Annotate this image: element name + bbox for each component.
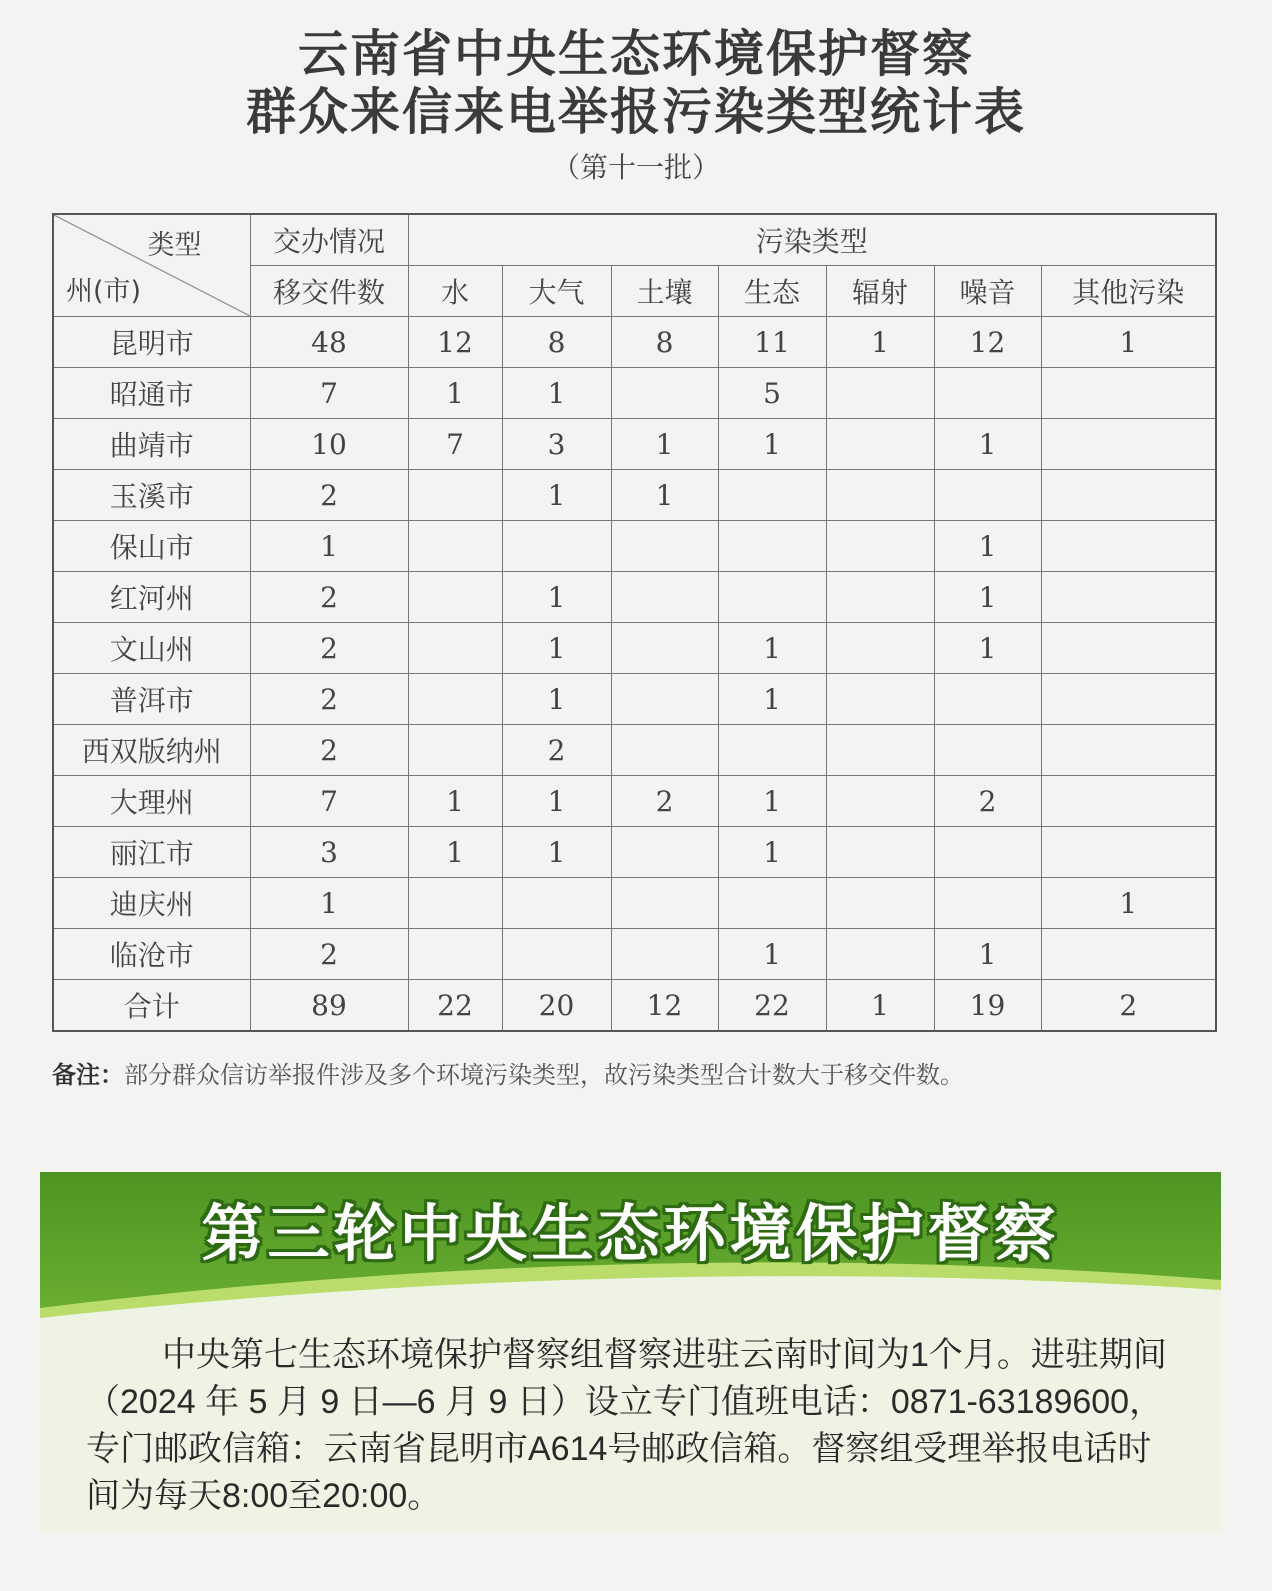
pollution-count-cell	[408, 521, 502, 572]
region-cell: 合计	[53, 980, 250, 1032]
pollution-count-cell: 1	[826, 980, 934, 1032]
pollution-count-cell: 22	[408, 980, 502, 1032]
region-cell: 保山市	[53, 521, 250, 572]
pollution-count-cell: 1	[718, 776, 826, 827]
pollution-count-cell	[826, 368, 934, 419]
pollution-count-cell	[408, 725, 502, 776]
pollution-count-cell: 1	[1041, 317, 1216, 368]
pollution-count-cell: 1	[934, 623, 1041, 674]
pollution-count-cell	[826, 929, 934, 980]
region-cell: 昭通市	[53, 368, 250, 419]
pollution-count-cell	[826, 470, 934, 521]
pollution-count-cell: 2	[934, 776, 1041, 827]
pollution-count-cell: 1	[408, 776, 502, 827]
transfer-count-cell: 2	[250, 674, 408, 725]
pollution-count-cell: 1	[934, 521, 1041, 572]
pollution-count-cell	[826, 776, 934, 827]
pollution-count-cell	[611, 623, 718, 674]
pollution-count-cell: 8	[611, 317, 718, 368]
pollution-count-cell: 1	[718, 623, 826, 674]
pollution-count-cell	[611, 878, 718, 929]
table-row	[53, 725, 1216, 776]
pollution-count-cell: 1	[502, 674, 611, 725]
pollution-count-cell	[611, 725, 718, 776]
pollution-count-cell	[718, 470, 826, 521]
table-row	[53, 521, 1216, 572]
pollution-count-cell	[408, 674, 502, 725]
pollution-count-cell: 20	[502, 980, 611, 1032]
pollution-count-cell	[1041, 725, 1216, 776]
page-title-line1: 云南省中央生态环境保护督察	[298, 25, 974, 83]
region-cell: 普洱市	[53, 674, 250, 725]
pollution-count-cell	[1041, 470, 1216, 521]
region-cell: 昆明市	[53, 317, 250, 368]
table-row	[53, 980, 1216, 1032]
pollution-count-cell: 1	[934, 419, 1041, 470]
pollution-count-cell: 1	[408, 368, 502, 419]
transfer-count-cell: 1	[250, 521, 408, 572]
pollution-count-cell	[502, 929, 611, 980]
header-pollution-group: 污染类型	[408, 214, 1216, 266]
pollution-count-cell	[934, 878, 1041, 929]
pollution-count-cell	[826, 521, 934, 572]
table-row	[53, 368, 1216, 419]
table-footnote	[52, 1055, 1232, 1090]
transfer-count-cell: 7	[250, 776, 408, 827]
pollution-count-cell: 1	[502, 623, 611, 674]
region-cell: 迪庆州	[53, 878, 250, 929]
transfer-count-cell: 2	[250, 725, 408, 776]
header-pollution-type: 水	[408, 266, 502, 317]
table-row	[53, 317, 1216, 368]
pollution-count-cell	[1041, 674, 1216, 725]
notice-body-text: 中央第七生态环境保护督察组督察进驻云南时间为1个月。进驻期间（2024 年 5 月 9 日—6 月 9 日）设立专门值班电话：0871-63189600，专门邮政信箱：云南省昆明市A614号邮政信箱。督察组受理举报电话时间为每天8:00至20:00。	[86, 1336, 1167, 1515]
header-pollution-type: 生态	[718, 266, 826, 317]
transfer-count-cell: 2	[250, 572, 408, 623]
pollution-count-cell	[1041, 929, 1216, 980]
pollution-count-cell: 3	[502, 419, 611, 470]
banner-title: 第三轮中央生态环境保护督察	[201, 1197, 1060, 1270]
transfer-count-cell: 10	[250, 419, 408, 470]
pollution-count-cell	[408, 623, 502, 674]
corner-region-label: 州(市)	[66, 276, 142, 307]
pollution-count-cell	[502, 878, 611, 929]
pollution-count-cell: 2	[611, 776, 718, 827]
pollution-count-cell	[934, 827, 1041, 878]
pollution-count-cell: 8	[502, 317, 611, 368]
pollution-count-cell: 1	[502, 572, 611, 623]
table-row	[53, 827, 1216, 878]
pollution-count-cell: 12	[611, 980, 718, 1032]
pollution-count-cell: 1	[718, 674, 826, 725]
pollution-count-cell	[934, 368, 1041, 419]
pollution-count-cell	[1041, 623, 1216, 674]
transfer-count-cell: 2	[250, 929, 408, 980]
transfer-count-cell: 2	[250, 470, 408, 521]
pollution-count-cell	[826, 674, 934, 725]
transfer-count-cell: 3	[250, 827, 408, 878]
pollution-count-cell	[1041, 419, 1216, 470]
pollution-count-cell	[718, 572, 826, 623]
pollution-count-cell: 12	[934, 317, 1041, 368]
pollution-count-cell: 1	[611, 419, 718, 470]
corner-type-label: 类型	[147, 230, 202, 261]
pollution-count-cell: 5	[718, 368, 826, 419]
transfer-count-cell: 1	[250, 878, 408, 929]
region-cell: 丽江市	[53, 827, 250, 878]
header-pollution-type: 其他污染	[1041, 266, 1216, 317]
pollution-count-cell	[826, 419, 934, 470]
pollution-count-cell: 1	[826, 317, 934, 368]
region-cell: 红河州	[53, 572, 250, 623]
pollution-count-cell	[1041, 827, 1216, 878]
pollution-count-cell: 2	[1041, 980, 1216, 1032]
header-pollution-type: 土壤	[611, 266, 718, 317]
pollution-count-cell: 12	[408, 317, 502, 368]
page-subtitle: （第十一批）	[551, 151, 720, 184]
pollution-count-cell	[826, 878, 934, 929]
transfer-count-cell: 7	[250, 368, 408, 419]
region-cell: 文山州	[53, 623, 250, 674]
pollution-count-cell: 1	[502, 470, 611, 521]
pollution-count-cell: 1	[934, 929, 1041, 980]
pollution-count-cell	[1041, 521, 1216, 572]
region-cell: 临沧市	[53, 929, 250, 980]
pollution-count-cell	[408, 572, 502, 623]
pollution-count-cell	[611, 674, 718, 725]
pollution-count-cell: 11	[718, 317, 826, 368]
header-transfer-count: 移交件数	[250, 266, 408, 317]
pollution-count-cell: 1	[502, 368, 611, 419]
pollution-count-cell: 1	[718, 419, 826, 470]
notice-panel	[40, 1172, 1221, 1532]
table-row	[53, 674, 1216, 725]
pollution-count-cell: 1	[611, 470, 718, 521]
pollution-count-cell: 1	[934, 572, 1041, 623]
transfer-count-cell: 48	[250, 317, 408, 368]
table-row	[53, 776, 1216, 827]
pollution-count-cell: 1	[502, 776, 611, 827]
table-row	[53, 470, 1216, 521]
footnote-text: 部分群众信访举报件涉及多个环境污染类型，故污染类型合计数大于移交件数。	[124, 1061, 964, 1089]
pollution-count-cell: 19	[934, 980, 1041, 1032]
pollution-count-cell	[1041, 776, 1216, 827]
pollution-count-cell	[718, 878, 826, 929]
region-cell: 玉溪市	[53, 470, 250, 521]
pollution-stats-table	[52, 213, 1217, 1032]
transfer-count-cell: 2	[250, 623, 408, 674]
pollution-count-cell: 1	[718, 929, 826, 980]
table-row	[53, 623, 1216, 674]
pollution-count-cell: 1	[718, 827, 826, 878]
pollution-count-cell	[611, 572, 718, 623]
pollution-count-cell	[408, 878, 502, 929]
pollution-count-cell	[611, 521, 718, 572]
table-row	[53, 572, 1216, 623]
page-title-line2: 群众来信来电举报污染类型统计表	[246, 83, 1026, 141]
pollution-count-cell: 2	[502, 725, 611, 776]
pollution-count-cell: 1	[1041, 878, 1216, 929]
region-cell: 曲靖市	[53, 419, 250, 470]
transfer-count-cell: 89	[250, 980, 408, 1032]
header-pollution-type: 大气	[502, 266, 611, 317]
pollution-count-cell	[502, 521, 611, 572]
pollution-count-cell	[408, 470, 502, 521]
table-row	[53, 878, 1216, 929]
pollution-count-cell	[1041, 368, 1216, 419]
pollution-count-cell	[826, 725, 934, 776]
table-corner-cell	[53, 214, 250, 317]
pollution-count-cell: 22	[718, 980, 826, 1032]
header-assign-group: 交办情况	[250, 214, 408, 266]
pollution-count-cell	[611, 827, 718, 878]
pollution-count-cell	[934, 470, 1041, 521]
pollution-count-cell	[718, 725, 826, 776]
pollution-count-cell	[934, 725, 1041, 776]
pollution-count-cell	[826, 572, 934, 623]
pollution-count-cell	[934, 674, 1041, 725]
pollution-count-cell	[826, 827, 934, 878]
pollution-count-cell: 1	[502, 827, 611, 878]
region-cell: 西双版纳州	[53, 725, 250, 776]
table-row	[53, 929, 1216, 980]
pollution-count-cell	[826, 623, 934, 674]
pollution-count-cell	[1041, 572, 1216, 623]
header-pollution-type: 噪音	[934, 266, 1041, 317]
header-pollution-type: 辐射	[826, 266, 934, 317]
footnote-label: 备注：	[52, 1061, 124, 1089]
pollution-count-cell	[611, 368, 718, 419]
pollution-count-cell	[611, 929, 718, 980]
table-row	[53, 419, 1216, 470]
pollution-count-cell: 7	[408, 419, 502, 470]
pollution-count-cell	[718, 521, 826, 572]
pollution-count-cell	[408, 929, 502, 980]
region-cell: 大理州	[53, 776, 250, 827]
pollution-count-cell: 1	[408, 827, 502, 878]
